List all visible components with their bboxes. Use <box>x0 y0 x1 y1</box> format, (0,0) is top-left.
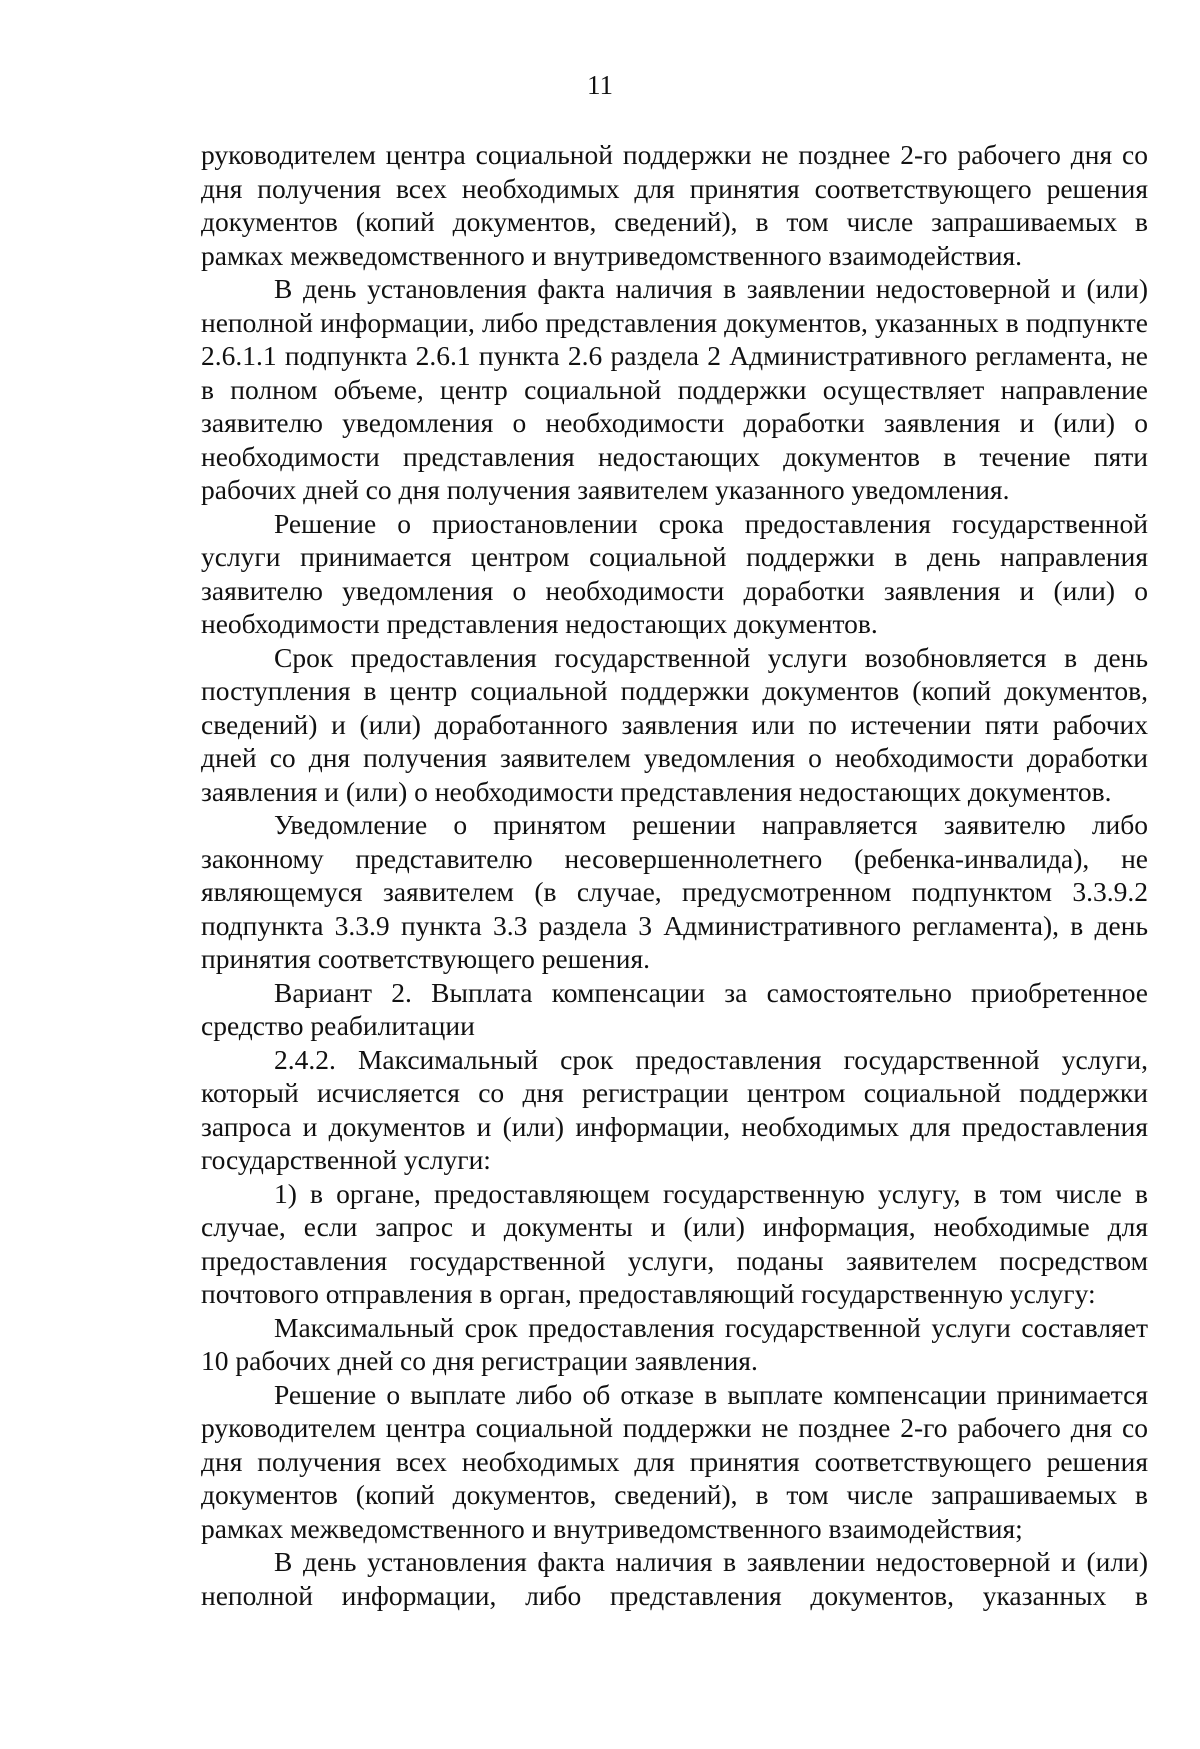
paragraph-term-resumption: Срок предоставления государственной услуги возобновляется в день поступления в центр социальной поддержки документов (копий документов, сведений) и (или) доработанного заявления или по истечении пяти рабочих дней со дня получения заявителем уведомления о необходимости доработки заявления и (или) о необходимости представления недостающих документов. <box>201 641 1148 807</box>
paragraph-incomplete-info-continued: В день установления факта наличия в заявлении недостоверной и (или) неполной информации, либо представления документов, указанных в <box>201 1546 1148 1611</box>
paragraph-incomplete-info: В день установления факта наличия в заявлении недостоверной и (или) неполной информации, либо представления документов, указанных в подпункте 2.6.1.1 подпункта 2.6.1 пункта 2.6 раздела 2 Административного регламента, не в полном объеме, центр социальной поддержки осуществляет направление заявителю уведомления о необходимости доработки заявления и (или) о необходимости представления недостающих документов в течение пяти рабочих дней со дня получения заявителем указанного уведомления. <box>201 273 1148 505</box>
document-body <box>201 138 1148 1612</box>
paragraph-item-1: 1) в органе, предоставляющем государственную услугу, в том числе в случае, если запрос и документы и (или) информация, необходимые для предоставления государственной услуги, поданы заявителем посредством почтового отправления в орган, предоставляющий государственную услугу: <box>201 1177 1148 1309</box>
paragraph-payment-decision: Решение о выплате либо об отказе в выплате компенсации принимается руководителем центра социальной поддержки не позднее 2-го рабочего дня со дня получения всех необходимых для принятия соответствующего решения документов (копий документов, сведений), в том числе запрашиваемых в рамках межведомственного и внутриведомственного взаимодействия; <box>201 1378 1148 1544</box>
paragraph-variant-2-heading: Вариант 2. Выплата компенсации за самостоятельно приобретенное средство реабилитации <box>201 976 1148 1041</box>
paragraph-max-term: Максимальный срок предоставления государственной услуги составляет 10 рабочих дней со дня регистрации заявления. <box>201 1311 1148 1376</box>
paragraph-continuation: руководителем центра социальной поддержки не позднее 2-го рабочего дня со дня получения всех необходимых для принятия соответствующего решения документов (копий документов, сведений), в том числе запрашиваемых в рамках межведомственного и внутриведомственного взаимодействия. <box>201 139 1148 271</box>
paragraph-suspension-decision: Решение о приостановлении срока предоставления государственной услуги принимается центром социальной поддержки в день направления заявителю уведомления о необходимости доработки заявления и (или) о необходимости представления недостающих документов. <box>201 507 1148 639</box>
page-number: 11 <box>587 70 613 100</box>
paragraph-clause-2-4-2: 2.4.2. Максимальный срок предоставления государственной услуги, который исчисляется со дня регистрации центром социальной поддержки запроса и документов и (или) информации, необходимых для предоставления государственной услуги: <box>201 1043 1148 1175</box>
paragraph-decision-notice: Уведомление о принятом решении направляется заявителю либо законному представителю несовершеннолетнего (ребенка-инвалида), не являющемуся заявителем (в случае, предусмотренном подпунктом 3.3.9.2 подпункта 3.3.9 пункта 3.3 раздела 3 Административного регламента), в день принятия соответствующего решения. <box>201 809 1148 974</box>
